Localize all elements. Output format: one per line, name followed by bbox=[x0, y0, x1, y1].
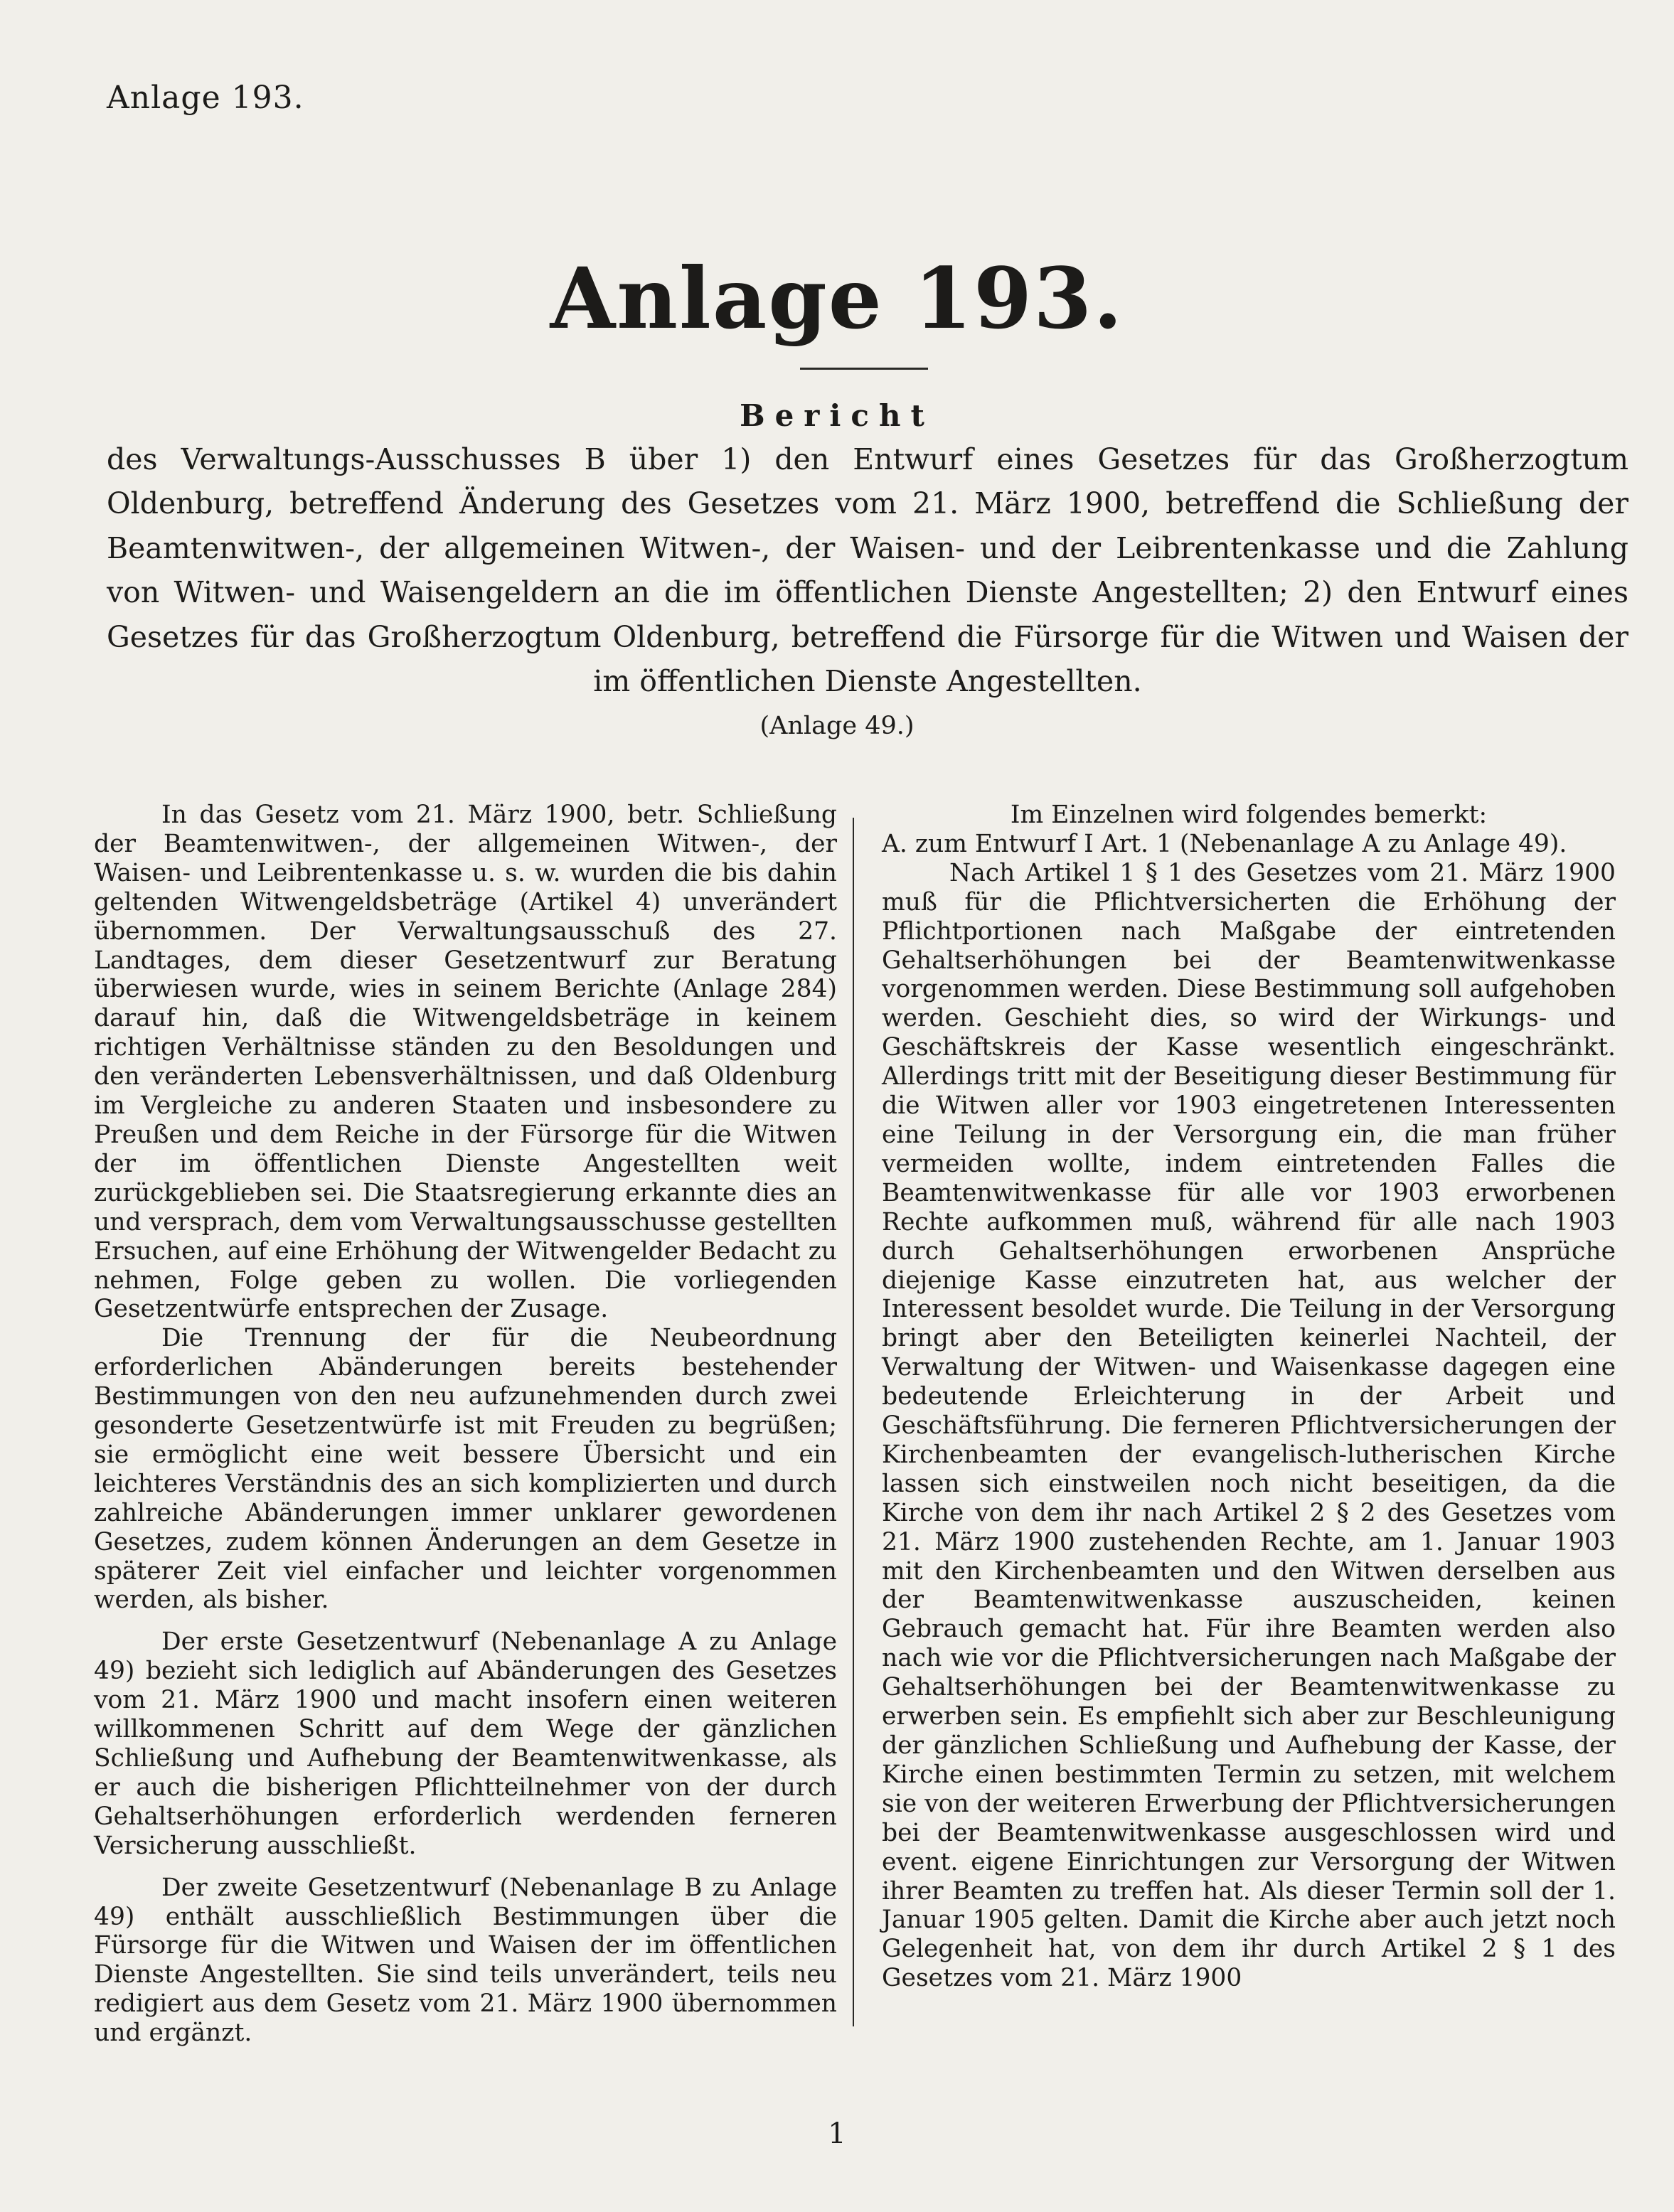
title-divider bbox=[800, 368, 928, 370]
right-paragraph-1: Nach Artikel 1 § 1 des Gesetzes vom 21. März 1900 muß für die Pflichtversicherten die Erhöhung der Pflichtportionen nach Maßgabe der eintretenden Gehaltserhöhungen bei der Beamtenwitwenkasse vorgenommen werden. Diese Bestimmung soll aufgehoben werden. Geschieht dies, so wird der Wirkungs- und Geschäftskreis der Kasse wesentlich eingeschränkt. Allerdings tritt mit der Beseitigung dieser Bestimmung für die Witwen aller vor 1903 eingetretenen Interessenten eine Teilung in der Versorgung ein, die man früher vermeiden wollte, indem eintretenden Falles die Beamtenwitwenkasse für alle vor 1903 erworbenen Rechte aufkommen muß, während für alle nach 1903 durch Gehaltserhöhungen erworbenen Ansprüche diejenige Kasse einzutreten hat, aus welcher der Interessent besoldet wurde. Die Teilung in der Versorgung bringt aber den Beteiligten keinerlei Nachteil, der Verwaltung der Witwen- und Waisenkasse dagegen eine bedeutende Erleichterung in der Arbeit und Geschäftsführung. Die ferneren Pflichtversicherungen der Kirchenbeamten der evangelisch-lutherischen Kirche lassen sich einstweilen noch nicht beseitigen, da die Kirche von dem ihr nach Artikel 2 § 2 des Gesetzes vom 21. März 1900 zustehenden Rechte, am 1. Januar 1903 mit den Kirchenbeamten und den Witwen derselben aus der Beamtenwitwenkasse auszuscheiden, keinen Gebrauch gemacht hat. Für ihre Beamten werden also nach wie vor die Pflichtversicherungen nach Maßgabe der Gehaltserhöhungen bei der Beamtenwitwenkasse zu erwerben sein. Es empfiehlt sich aber zur Beschleunigung der gänzlichen Schließung und Aufhebung der Kasse, der Kirche einen bestimmten Termin zu setzen, mit welchem sie von der weiteren Erwerbung der Pflichtversicherungen bei der Beamtenwitwenkasse ausgeschlossen wird und event. eigene Einrichtungen zur Versorgung der Witwen ihrer Beamten zu treffen hat. Als dieser Termin soll der 1. Januar 1905 gelten. Damit die Kirche aber auch jetzt noch Gelegenheit hat, von dem ihr durch Artikel 2 § 1 des Gesetzes vom 21. März 1900 bbox=[882, 858, 1616, 1993]
report-heading: des Verwaltungs-Ausschusses B über 1) den Entwurf eines Gesetzes für das Großherzogtum Oldenburg, betreffend Änderung des Gesetzes vom 21. März 1900, betreffend die Schließung der Beamtenwitwen-, der allgemeinen Witwen-, der Waisen- und der Leibrentenkasse und die Zahlung von Witwen- und Waisengeldern an die im öffentlichen Dienste Angestellten; 2) den Entwurf eines Gesetzes für das Großherzogtum Oldenburg, betreffend die Fürsorge für die Witwen und Waisen der im öffentlichen Dienste Angestellten. bbox=[107, 442, 1628, 699]
right-section-heading: A. zum Entwurf I Art. 1 (Nebenanlage A zu Anlage 49). bbox=[882, 829, 1567, 858]
running-head: Anlage 193. bbox=[107, 80, 304, 116]
right-intro: Im Einzelnen wird folgendes bemerkt: bbox=[1010, 801, 1488, 829]
left-paragraph-3: Der erste Gesetzentwurf (Nebenanlage A zu Anlage 49) bezieht sich lediglich auf Abänderungen des Gesetzes vom 21. März 1900 und macht insofern einen weiteren willkommenen Schritt auf dem Wege der gänzlichen Schließung und Aufhebung der Beamtenwitwenkasse, als er auch die bisherigen Pflichtteilnehmer von der durch Gehaltserhöhungen erforderlich werdenden ferneren Versicherung ausschließt. bbox=[94, 1628, 837, 1860]
report-subtitle: Bericht bbox=[740, 398, 934, 433]
page-number: 1 bbox=[828, 2117, 846, 2150]
left-paragraph-1: In das Gesetz vom 21. März 1900, betr. Schließung der Beamtenwitwen-, der allgemeinen Witwen-, der Waisen- und Leibrentenkasse u. s. w. wurden die bis dahin geltenden Witwengeldsbeträge (Artikel 4) unverändert übernommen. Der Verwaltungsausschuß des 27. Landtages, dem dieser Gesetzentwurf zur Beratung überwiesen wurde, wies in seinem Berichte (Anlage 284) darauf hin, daß die Witwengeldsbeträge in keinem richtigen Verhältnisse ständen zu den Besoldungen und den veränderten Lebensverhältnissen, und daß Oldenburg im Vergleiche zu anderen Staaten und insbesondere zu Preußen und dem Reiche in der Fürsorge für die Witwen der im öffentlichen Dienste Angestellten weit zurückgeblieben sei. Die Staatsregierung erkannte dies an und versprach, dem vom Verwaltungsausschusse gestellten Ersuchen, auf eine Erhöhung der Witwengelder Bedacht zu nehmen, Folge geben zu wollen. Die vorliegenden Gesetzentwürfe entsprechen der Zusage. bbox=[94, 801, 837, 1324]
report-reference: (Anlage 49.) bbox=[759, 712, 915, 740]
column-divider bbox=[853, 818, 854, 2026]
page-title: Anlage 193. bbox=[550, 249, 1124, 348]
right-column bbox=[882, 801, 1616, 1993]
left-paragraph-4: Der zweite Gesetzentwurf (Nebenanlage B zu Anlage 49) enthält ausschließlich Bestimmungen über die Fürsorge für die Witwen und Waisen der im öffentlichen Dienste Angestellten. Sie sind teils unverändert, teils neu redigiert aus dem Gesetz vom 21. März 1900 übernommen und ergänzt. bbox=[94, 1873, 837, 2048]
left-paragraph-2: Die Trennung der für die Neubeordnung erforderlichen Abänderungen bereits bestehender Bestimmungen von den neu aufzunehmenden durch zwei gesonderte Gesetzentwürfe ist mit Freuden zu begrüßen; sie ermöglicht eine weit bessere Übersicht und ein leichteres Verständnis des an sich komplizierten und durch zahlreiche Abänderungen immer unklarer gewordenen Gesetzes, zudem können Änderungen an dem Gesetze in späterer Zeit viel einfacher und leichter vorgenommen werden, als bisher. bbox=[94, 1324, 837, 1615]
left-column bbox=[94, 801, 837, 2048]
